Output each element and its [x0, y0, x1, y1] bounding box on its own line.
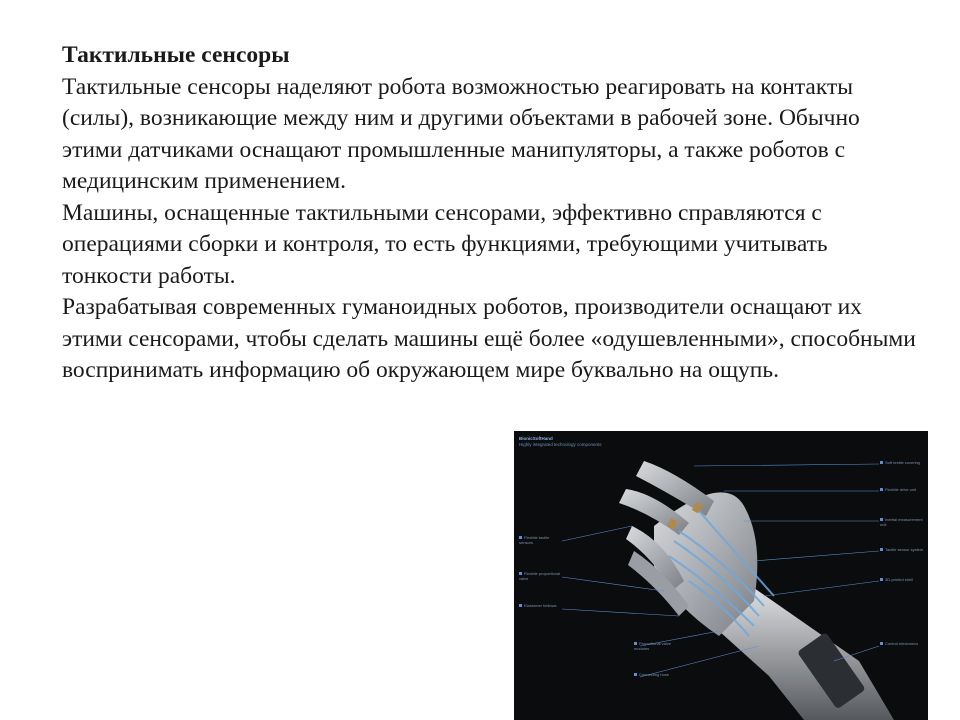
callout-left-3 [519, 603, 563, 608]
callout-left-1 [519, 535, 563, 545]
robotic-hand-figure [514, 431, 928, 720]
callout-left-2 [519, 571, 563, 581]
slide-text [62, 40, 922, 387]
callout-right-4 [880, 547, 924, 552]
callout-marker-icon [880, 578, 883, 581]
callout-bottom-1 [634, 641, 678, 651]
robotic-hand-illustration [514, 431, 928, 720]
callout-right-1 [880, 460, 924, 465]
paragraph-1: Тактильные сенсоры наделяют робота возможностью реагировать на контакты (силы), возникающие между ним и другими объектами в рабочей зоне. Обычно этими датчиками оснащают промышленные манипуляторы, а также роботов с медицинским применением. [62, 73, 860, 194]
callout-marker-icon [880, 548, 883, 551]
callout-text: Flexible drive unit [885, 487, 917, 492]
callout-marker-icon [519, 604, 522, 607]
figure-title-line1: BionicSoftHand [519, 436, 553, 441]
callout-marker-icon [880, 518, 883, 521]
slide-heading: Тактильные сенсоры [62, 42, 290, 68]
callout-right-3 [880, 517, 924, 527]
callout-marker-icon [519, 536, 522, 539]
callout-text: Elastomer bellows [524, 603, 557, 608]
callout-marker-icon [880, 461, 883, 464]
callout-marker-icon [634, 642, 637, 645]
figure-title-line2: Highly integrated technology components [519, 442, 602, 447]
callout-marker-icon [634, 673, 637, 676]
callout-bottom-2 [634, 672, 678, 677]
callout-text: Flexible proportional valve [519, 571, 561, 581]
callout-marker-icon [519, 572, 522, 575]
callout-text: Flexible tactile sensors [519, 535, 550, 545]
callout-text: Tactile sensor system [885, 547, 924, 552]
callout-text: Connecting hose [639, 672, 670, 677]
paragraph-2: Машины, оснащенные тактильными сенсорами, эффективно справляются с операциями сборки и контроля, то есть функциями, требующими учитывать тонкости работы. [62, 199, 828, 289]
callout-text: Soft textile covering [885, 460, 920, 465]
callout-text: 3D-printed shell [885, 577, 914, 582]
callout-text: Control electronics [885, 641, 919, 646]
figure-title [519, 436, 602, 448]
callout-right-6 [880, 641, 924, 646]
callout-text: Proportional valve modules [634, 641, 672, 651]
callout-right-2 [880, 487, 924, 492]
callout-marker-icon [880, 642, 883, 645]
callout-text: Inertial measurement unit [880, 517, 923, 527]
callout-marker-icon [880, 488, 883, 491]
callout-right-5 [880, 577, 924, 582]
paragraph-3: Разрабатывая современных гуманоидных роботов, производители оснащают их этими сенсорами, чтобы сделать машины ещё более «одушевленными», способными воспринимать информацию об окружающем мире буквально на ощупь. [62, 294, 916, 383]
